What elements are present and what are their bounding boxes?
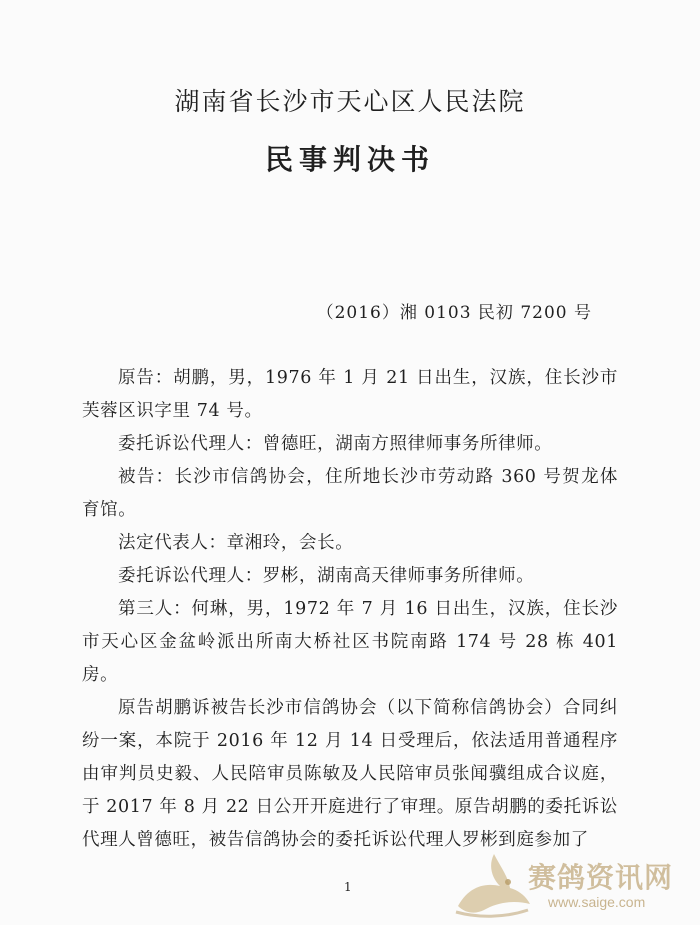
paragraph-third-party: 第三人：何琳，男，1972 年 7 月 16 日出生，汉族，住长沙市天心区金盆岭派出所南大桥社区书院南路 174 号 28 栋 401 房。 <box>82 599 618 685</box>
court-name: 湖南省长沙市天心区人民法院 <box>174 87 526 116</box>
paragraph-case-summary: 原告胡鹏诉被告长沙市信鸽协会（以下简称信鸽协会）合同纠纷一案，本院于 2016 年 12 月 14 日受理后，依法适用普通程序由审判员史毅、人民陪审员陈敏及人民陪审员张闻骥组成合议庭，于 2017 年 8 月 22 日公开开庭进行了审理。原告胡鹏的委托诉讼代理人曾德旺，被告信鸽协会的委托诉讼代理人罗彬到庭参加了 <box>82 698 618 850</box>
paragraph-plaintiff: 原告：胡鹏，男，1976 年 1 月 21 日出生，汉族，住长沙市芙蓉区识字里 74 号。 <box>82 368 618 421</box>
watermark <box>448 848 698 920</box>
pigeon-logo-icon <box>448 848 534 920</box>
document-body <box>82 362 618 857</box>
watermark-site-name: 赛鸽资讯网 <box>528 861 674 894</box>
paragraph-legal-representative: 法定代表人：章湘玲，会长。 <box>118 533 354 553</box>
paragraph-defendant: 被告：长沙市信鸽协会，住所地长沙市劳动路 360 号贺龙体育馆。 <box>82 467 618 520</box>
page-number: 1 <box>344 880 352 894</box>
document-type-title: 民事判决书 <box>264 143 435 176</box>
paragraph-defendant-agent: 委托诉讼代理人：罗彬，湖南高天律师事务所律师。 <box>118 566 535 586</box>
paragraph-plaintiff-agent: 委托诉讼代理人：曾德旺，湖南方照律师事务所律师。 <box>118 434 553 454</box>
watermark-site-url[interactable]: www.saige.com <box>548 894 646 910</box>
case-number: （2016）湘 0103 民初 7200 号 <box>316 303 592 323</box>
